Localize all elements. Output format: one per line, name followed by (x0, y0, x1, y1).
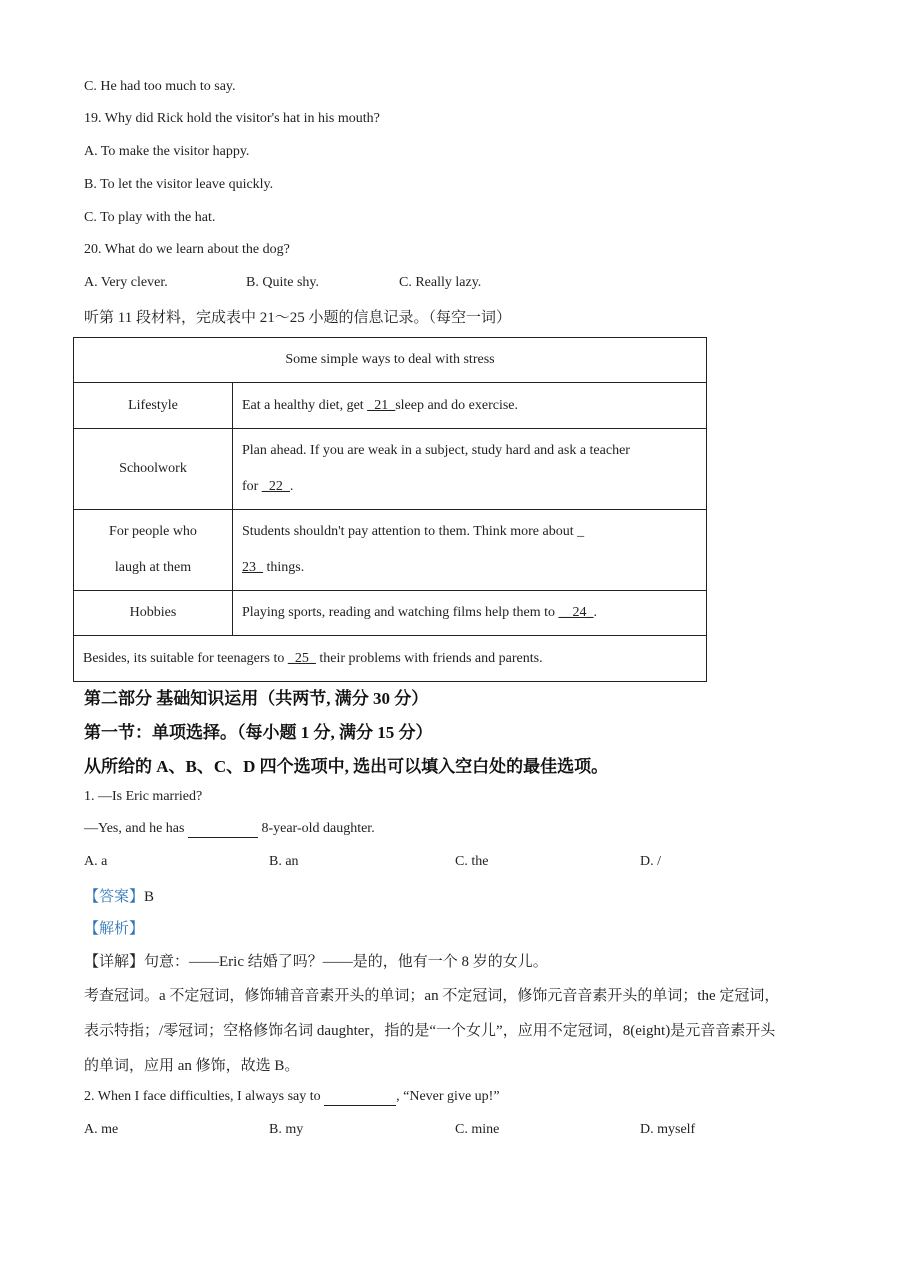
blank-21: _21_ (367, 397, 396, 413)
q19-option-a: A. To make the visitor happy. (84, 144, 250, 159)
q20-option-b: B. Quite shy. (246, 275, 319, 290)
blank-25: _25_ (287, 650, 316, 666)
answer-line (84, 885, 154, 906)
explanation-line-3: 的单词，应用 an 修饰，故选 B。 (84, 1058, 300, 1074)
q1-option-b: B. an (269, 854, 299, 869)
table-row (74, 591, 707, 636)
table-footer-row (74, 636, 707, 682)
row-content: Students shouldn't pay attention to them. Think more about _ 23_ things. (233, 510, 707, 591)
row-content: Playing sports, reading and watching films help them to __24_. (233, 591, 707, 636)
q19-question: 19. Why did Rick hold the visitor's hat in his mouth? (84, 111, 380, 126)
answer-blank (324, 1089, 396, 1106)
table-row (74, 510, 707, 591)
row-label: Schoolwork (74, 429, 233, 510)
q1-option-d: D. / (640, 854, 661, 869)
detail-label: 【详解】 (84, 954, 145, 970)
table-row (74, 429, 707, 510)
answer-label: 【答案】 (84, 889, 145, 905)
answer-value: B (144, 889, 155, 905)
blank-22: _22_ (261, 479, 290, 494)
q2-option-c: C. mine (455, 1122, 500, 1137)
q2-option-a: A. me (84, 1122, 119, 1137)
part2-heading: 第二部分 基础知识运用（共两节, 满分 30 分） (84, 689, 429, 708)
q2-question: 2. When I face difficulties, I always say to , “Never give up!” (84, 1089, 500, 1104)
table-title: Some simple ways to deal with stress (74, 338, 707, 383)
analysis-label: 【解析】 (84, 921, 145, 937)
q19-option-b: B. To let the visitor leave quickly. (84, 177, 274, 192)
table-title-row (74, 338, 707, 383)
q2-option-b: B. my (269, 1122, 304, 1137)
section1-instruction: 从所给的 A、B、C、D 四个选项中, 选出可以填入空白处的最佳选项。 (84, 757, 609, 776)
answer-blank (188, 821, 258, 838)
blank-24: __24_ (558, 605, 594, 620)
row-label: Hobbies (74, 591, 233, 636)
explanation-line-1: 考查冠词。a 不定冠词，修饰辅音音素开头的单词；an 不定冠词，修饰元音音素开头的单词；the 定冠词， (84, 988, 780, 1004)
row-label: For people who laugh at them (74, 510, 233, 591)
row-content: Plan ahead. If you are weak in a subject, study hard and ask a teacher for _22_. (233, 429, 707, 510)
q1-option-a: A. a (84, 854, 108, 869)
q19-option-c: C. To play with the hat. (84, 210, 216, 225)
q1-line2: —Yes, and he has 8-year-old daughter. (84, 821, 375, 836)
q20-question: 20. What do we learn about the dog? (84, 242, 290, 257)
row-content: Eat a healthy diet, get _21_sleep and do exercise. (233, 383, 707, 429)
explanation-line-2: 表示特指；/零冠词；空格修饰名词 daughter，指的是“一个女儿”，应用不定冠词，8(eight)是元音音素开头 (84, 1023, 776, 1039)
q20-option-a: A. Very clever. (84, 275, 168, 290)
listening-instruction: 听第 11 段材料，完成表中 21～25 小题的信息记录。（每空一词） (84, 310, 511, 326)
row-label: Lifestyle (74, 383, 233, 429)
q1-option-c: C. the (455, 854, 489, 869)
q20-option-c: C. Really lazy. (399, 275, 482, 290)
table-footer: Besides, its suitable for teenagers to _25_ their problems with friends and parents. (74, 636, 707, 682)
q18-option-c: C. He had too much to say. (84, 79, 236, 94)
stress-table (73, 337, 707, 682)
detail-line: 【详解】句意：——Eric 结婚了吗？——是的，他有一个 8 岁的女儿。 (84, 954, 548, 970)
q2-option-d: D. myself (640, 1122, 696, 1137)
section1-heading: 第一节：单项选择。（每小题 1 分, 满分 15 分） (84, 723, 433, 742)
table-row (74, 383, 707, 429)
q1-line1: 1. —Is Eric married? (84, 789, 203, 804)
blank-23: 23_ (242, 560, 263, 575)
